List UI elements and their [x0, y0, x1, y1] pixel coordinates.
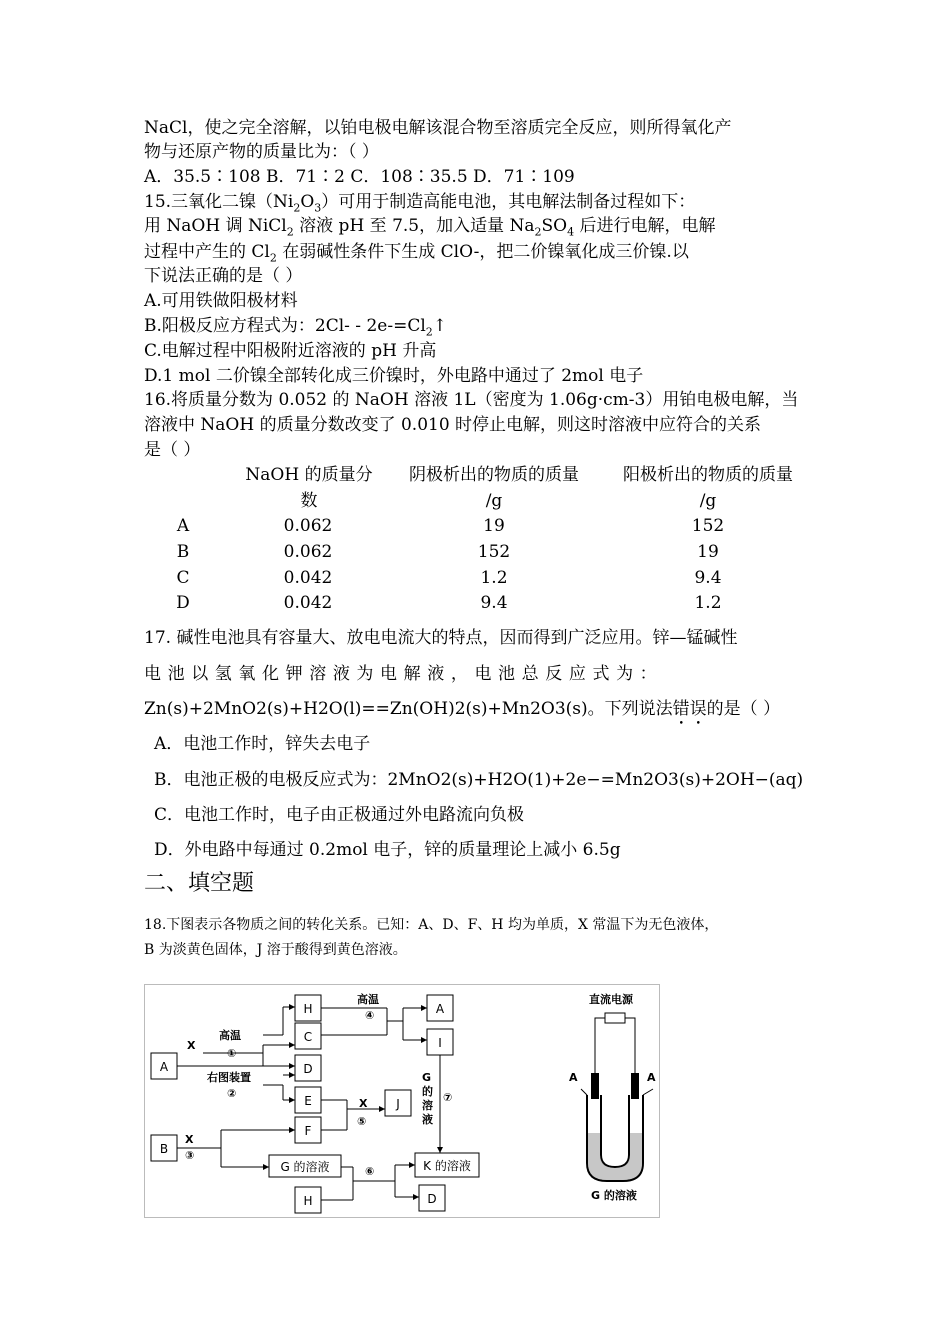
box-g-solution: G 的溶液 — [280, 1160, 330, 1174]
table-row-a: 19 — [697, 542, 719, 562]
label-gaowen-2: 高温 — [357, 993, 379, 1006]
box-d: D — [303, 1062, 313, 1076]
label-g-v2: 的 — [422, 1085, 433, 1098]
label-circle-3: ③ — [185, 1149, 195, 1162]
table-row-opt: B — [176, 542, 190, 562]
label-circle-5: ⑤ — [357, 1115, 367, 1128]
table-row-w: 0.042 — [283, 568, 333, 588]
label-g-v1: G — [422, 1071, 432, 1084]
table-row-a: 9.4 — [694, 568, 722, 588]
q16-line1: 16.将质量分数为 0.052 的 NaOH 溶液 1L（密度为 1.06g·cm-3）用铂电极电解，当 — [144, 390, 799, 410]
box-i: I — [438, 1036, 442, 1050]
q16-line3: 是（ ） — [144, 440, 201, 460]
box-c: C — [303, 1030, 313, 1044]
box-e: E — [304, 1094, 312, 1108]
q16-line2: 溶液中 NaOH 的质量分数改变了 0.010 时停止电解，则这时溶液中应符合的关系 — [144, 415, 762, 435]
q18-figure — [144, 984, 660, 1218]
label-electrode-left: A — [569, 1071, 578, 1084]
u-tube-apparatus — [569, 992, 656, 1202]
box-j: J — [396, 1097, 400, 1111]
table-header-anode: 阳极析出的物质的质量 — [623, 465, 793, 485]
q18-line1: 18.下图表示各物质之间的转化关系。已知：A、D、F、H 均为单质，X 常温下为无色液体， — [144, 917, 719, 933]
table-header-mass-fraction: NaOH 的质量分 — [245, 465, 373, 485]
box-a-2: A — [435, 1002, 445, 1016]
section-title: 二、填空题 — [144, 871, 255, 896]
label-x-2: X — [359, 1097, 368, 1110]
label-gaowen: 高温 — [219, 1029, 241, 1042]
q18-line2: B 为淡黄色固体，J 溶于酸得到黄色溶液。 — [144, 942, 407, 958]
label-g-v4: 液 — [422, 1113, 433, 1126]
q14-options: A．35.5∶108 B．71∶2 C．108∶35.5 D．71∶109 — [144, 167, 575, 187]
q15-option-c: C.电解过程中阳极附近溶液的 pH 升高 — [144, 341, 437, 361]
label-power: 直流电源 — [589, 993, 633, 1006]
box-f: F — [304, 1124, 312, 1138]
table-row-opt: D — [176, 593, 190, 613]
q17-line1: 17. 碱性电池具有容量大、放电电流大的特点，因而得到广泛应用。锌—锰碱性 — [144, 628, 738, 648]
q17-line2: 电 池 以 氢 氧 化 钾 溶 液 为 电 解 液 ， 电 池 总 反 应 式 为 ： — [144, 664, 658, 684]
box-a: A — [159, 1060, 169, 1074]
q15-option-d: D.1 mol 二价镍全部转化成三价镍时，外电路中通过了 2mol 电子 — [144, 366, 644, 386]
label-electrode-right: A — [647, 1071, 656, 1084]
q15-line4: 下说法正确的是（ ） — [144, 266, 303, 286]
label-circle-1: ① — [227, 1047, 237, 1060]
label-circle-7: ⑦ — [443, 1091, 453, 1104]
table-header-cathode-unit: /g — [485, 491, 503, 511]
table-row-opt: C — [176, 568, 190, 588]
table-row-a: 1.2 — [694, 593, 722, 613]
box-k-solution: K 的溶液 — [423, 1159, 471, 1173]
q14-line1: NaCl，使之完全溶解，以铂电极电解该混合物至溶质完全反应，则所得氧化产 — [144, 118, 732, 138]
table-row-c: 9.4 — [480, 593, 508, 613]
label-x-3: X — [185, 1133, 194, 1146]
label-youtu: 右图装置 — [207, 1071, 251, 1084]
q17-option-a: A．电池工作时，锌失去电子 — [154, 734, 371, 754]
table-row-opt: A — [176, 516, 190, 536]
table-row-c: 152 — [477, 542, 511, 562]
table-row-w: 0.062 — [283, 542, 333, 562]
table-header-mass-fraction-2: 数 — [300, 491, 318, 511]
q15-line3: 过程中产生的 $Cl_2$ 在弱碱性条件下生成 ClO-，把二价镍氧化成三价镍.以 — [144, 242, 689, 265]
q15-option-a: A.可用铁做阳极材料 — [144, 291, 298, 311]
label-x: X — [187, 1039, 196, 1052]
q17-option-c: C．电池工作时，电子由正极通过外电路流向负极 — [154, 805, 525, 825]
box-h-2: H — [303, 1194, 313, 1208]
table-row-w: 0.042 — [283, 593, 333, 613]
flowchart-diagram — [145, 985, 659, 1217]
box-h: H — [303, 1002, 313, 1016]
box-d-2: D — [427, 1192, 437, 1206]
q15-option-b: B.阳极反应方程式为：$2Cl- - 2e-=Cl_2↑$ — [144, 316, 448, 339]
q17-option-d: D．外电路中每通过 0.2mol 电子，锌的质量理论上减小 6.5g — [154, 840, 621, 860]
table-header-anode-unit: /g — [699, 491, 717, 511]
q14-line2: 物与还原产物的质量比为：（ ） — [144, 142, 379, 162]
label-circle-6: ⑥ — [365, 1165, 375, 1178]
table-row-a: 152 — [691, 516, 725, 536]
q15-line1: 15.三氧化二镍$(Ni_2O_3)$可用于制造高能电池，其电解法制备过程如下： — [144, 192, 696, 215]
label-circle-2: ② — [227, 1087, 237, 1100]
table-row-c: 19 — [483, 516, 505, 536]
q17-option-b: B．电池正极的电极反应式为：2MnO2(s)+H2O(1)+2e−=Mn2O3(s)+2OH−(aq) — [154, 770, 804, 790]
table-row-w: 0.062 — [283, 516, 333, 536]
table-row-c: 1.2 — [480, 568, 508, 588]
q15-line2: 用 NaOH 调 NiCl$_2$ 溶液 pH 至 7.5，加入适量 $Na_2SO_4$ 后进行电解，电解 — [144, 216, 716, 239]
label-circle-4: ④ — [365, 1009, 375, 1022]
label-g-v3: 溶 — [422, 1099, 433, 1112]
label-g-solution: G 的溶液 — [591, 1189, 637, 1202]
q17-line3: Zn(s)+2MnO2(s)+H2O(l)==Zn(OH)2(s)+Mn2O3(s)。下列说法错误的是（ ） — [144, 699, 781, 719]
table-header-cathode: 阴极析出的物质的质量 — [409, 465, 579, 485]
box-b: B — [159, 1142, 169, 1156]
emphasis-wrong: 错误 — [672, 699, 707, 719]
